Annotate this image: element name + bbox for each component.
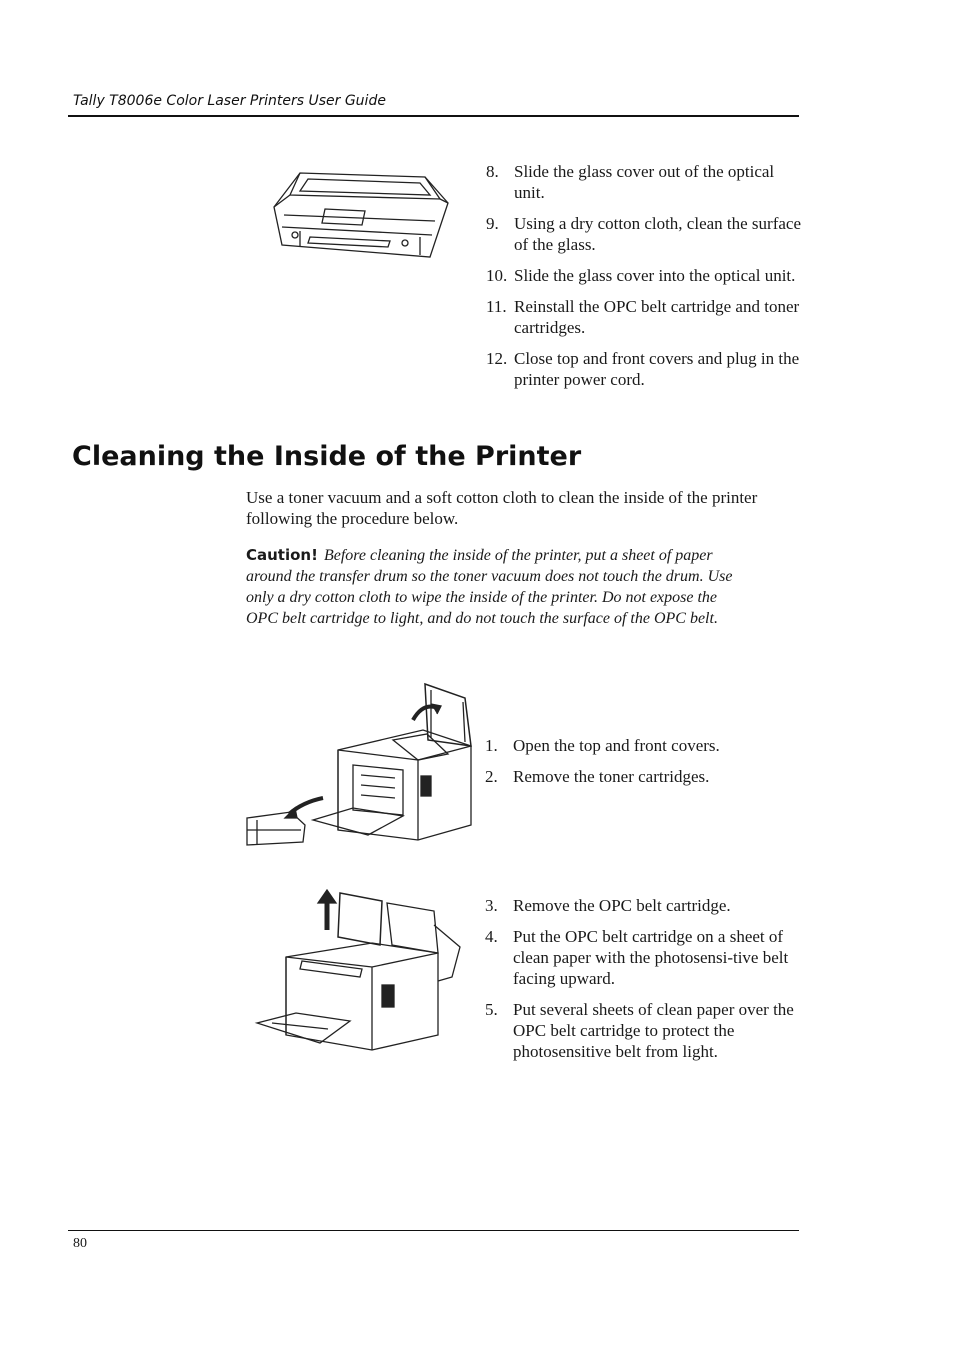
step-text: Remove the toner cartridges. bbox=[513, 767, 710, 786]
caution-text: Before cleaning the inside of the printer, put a sheet of paper around the transfer drum so the toner vacuum does not touch the drum. Use only a dry cotton cloth to wipe the inside of the printer. Do not expose the OPC belt cartridge to light, and do not touch the surface of the OPC belt. bbox=[246, 547, 733, 627]
step-number: 4. bbox=[485, 927, 498, 946]
page-number: 80 bbox=[73, 1236, 87, 1251]
list-item bbox=[486, 161, 802, 203]
step-number: 2. bbox=[485, 767, 498, 786]
step-number: 8. bbox=[486, 162, 499, 181]
list-item bbox=[486, 296, 802, 338]
header-rule bbox=[68, 115, 799, 117]
step-number: 11. bbox=[486, 297, 507, 316]
list-item bbox=[486, 213, 802, 255]
footer-rule bbox=[68, 1230, 799, 1231]
opc-belt-removal-illustration bbox=[252, 885, 464, 1055]
step-text: Slide the glass cover out of the optical unit. bbox=[514, 162, 775, 202]
list-item bbox=[486, 348, 802, 390]
list-item bbox=[485, 926, 801, 989]
step-text: Remove the OPC belt cartridge. bbox=[513, 896, 731, 915]
step-text: Reinstall the OPC belt cartridge and toner cartridges. bbox=[514, 297, 800, 337]
optical-unit-steps bbox=[486, 161, 802, 400]
intro-paragraph: Use a toner vacuum and a soft cotton cloth to clean the inside of the printer following the procedure below. bbox=[246, 488, 758, 528]
step-text: Put the OPC belt cartridge on a sheet of clean paper with the photosensi-tive belt facing upward. bbox=[513, 927, 789, 988]
step-number: 9. bbox=[486, 214, 499, 233]
step-text: Using a dry cotton cloth, clean the surface of the glass. bbox=[514, 214, 802, 254]
optical-unit-illustration bbox=[270, 165, 455, 265]
opc-belt-steps bbox=[485, 895, 801, 1072]
caution-note bbox=[246, 545, 736, 629]
list-item bbox=[485, 895, 801, 916]
running-header: Tally T8006e Color Laser Printers User Guide bbox=[73, 93, 386, 109]
step-number: 10. bbox=[486, 266, 508, 285]
open-covers-steps bbox=[485, 735, 801, 797]
list-item bbox=[485, 999, 801, 1062]
caution-label: Caution! bbox=[246, 546, 318, 564]
step-number: 3. bbox=[485, 896, 498, 915]
list-item bbox=[485, 766, 801, 787]
step-text: Close top and front covers and plug in the printer power cord. bbox=[514, 349, 800, 389]
step-text: Put several sheets of clean paper over the OPC belt cartridge to protect the photosensitive belt from light. bbox=[513, 1000, 794, 1061]
list-item bbox=[485, 735, 801, 756]
step-number: 1. bbox=[485, 736, 498, 755]
section-heading: Cleaning the Inside of the Printer bbox=[72, 441, 582, 472]
step-text: Open the top and front covers. bbox=[513, 736, 720, 755]
printer-open-covers-illustration bbox=[243, 680, 478, 850]
list-item bbox=[486, 265, 802, 286]
step-text: Slide the glass cover into the optical unit. bbox=[514, 266, 796, 285]
step-number: 5. bbox=[485, 1000, 498, 1019]
step-number: 12. bbox=[486, 349, 508, 368]
